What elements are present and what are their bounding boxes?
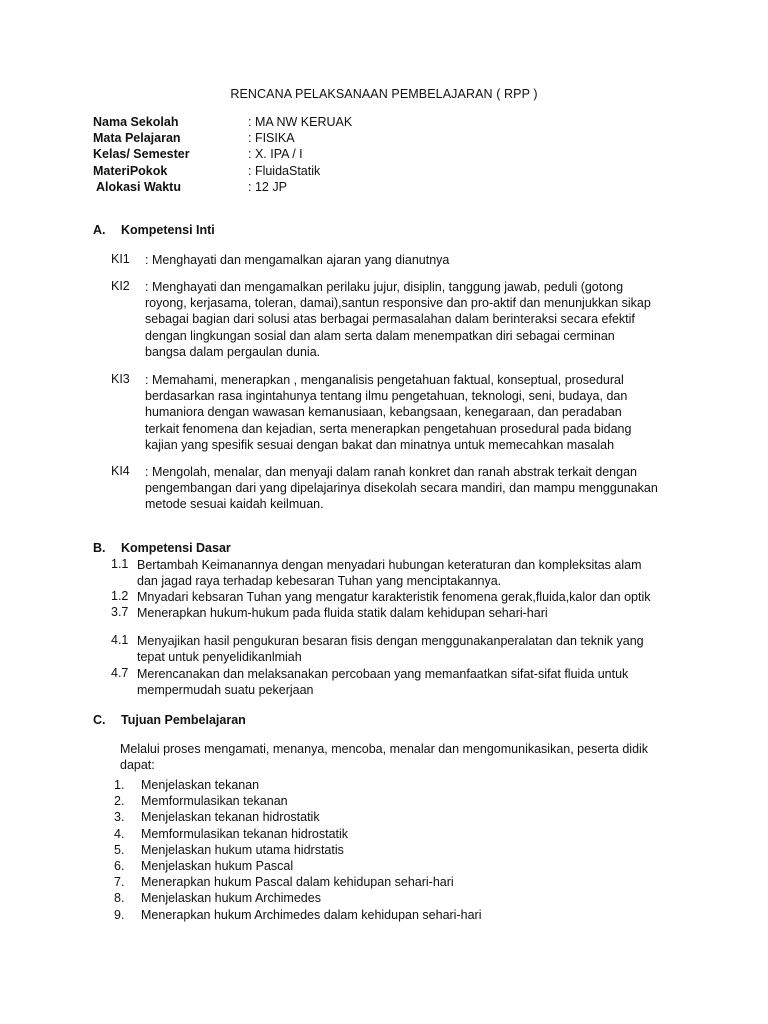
section-heading-b xyxy=(93,541,231,555)
list-item xyxy=(114,907,481,923)
section-letter: C. xyxy=(93,713,106,727)
ki-item-1 xyxy=(111,252,711,268)
kd-number: 1.2 xyxy=(111,589,129,603)
info-row-class xyxy=(93,146,352,162)
list-item xyxy=(114,809,481,825)
list-item xyxy=(114,874,481,890)
list-number: 8. xyxy=(114,891,125,906)
list-text: Menerapkan hukum Archimedes dalam kehidupan sehari-hari xyxy=(141,907,482,922)
kd-number: 4.1 xyxy=(111,633,129,647)
info-row-school xyxy=(93,114,352,130)
list-item xyxy=(114,890,481,906)
section-letter: B. xyxy=(93,541,106,555)
list-item xyxy=(114,793,481,809)
kd-text: Merencanakan dan melaksanakan percobaan yang memanfaatkan sifat-sifat fluida untuk mempermudah suatu pekerjaan xyxy=(137,667,629,698)
ki-text: : Menghayati dan mengamalkan ajaran yang dianutnya xyxy=(145,253,450,267)
section-title: Kompetensi Inti xyxy=(121,223,215,237)
kd-text: Menerapkan hukum-hukum pada fluida statik dalam kehidupan sehari-hari xyxy=(137,606,548,620)
objectives-list xyxy=(114,777,481,923)
section-heading-c xyxy=(93,713,246,727)
list-text: Menerapkan hukum Pascal dalam kehidupan sehari-hari xyxy=(141,875,454,890)
kd-item-3-7 xyxy=(111,605,711,621)
kd-text: Mnyadari kebsaran Tuhan yang mengatur karakteristik fenomena gerak,fluida,kalor dan optik xyxy=(137,590,651,604)
info-label: Nama Sekolah xyxy=(93,115,179,129)
list-number: 7. xyxy=(114,875,125,890)
info-value: : MA NW KERUAK xyxy=(248,115,353,129)
objectives-intro: Melalui proses mengamati, menanya, mencoba, menalar dan mengomunikasikan, peserta didik dapat: xyxy=(120,742,649,773)
info-label: Mata Pelajaran xyxy=(93,131,181,146)
kd-text: Bertambah Keimanannya dengan menyadari hubungan keteraturan dan kompleksitas alam dan jagad raya terhadap kebesaran Tuhan yang menciptakannya. xyxy=(137,558,642,589)
section-letter: A. xyxy=(93,223,106,237)
kd-number: 3.7 xyxy=(111,605,129,619)
info-label: Alokasi Waktu xyxy=(93,179,181,194)
kd-item-4-1 xyxy=(111,633,711,665)
info-row-topic xyxy=(93,163,352,179)
section-heading-a xyxy=(93,223,215,237)
list-number: 5. xyxy=(114,842,125,857)
identity-table xyxy=(93,114,352,195)
list-number: 1. xyxy=(114,778,125,792)
list-text: Menjelaskan hukum Archimedes xyxy=(141,891,321,906)
list-text: Memformulasikan tekanan hidrostatik xyxy=(141,826,349,841)
ki-text: : Mengolah, menalar, dan menyaji dalam ranah konkret dan ranah abstrak terkait dengan pengembangan dari yang dipelajarinya disekolah secara mandiri, dan mampu menggunakan metode sesuai kaidah keilmuan. xyxy=(145,465,658,512)
info-label: Kelas/ Semester xyxy=(93,147,190,162)
document-title: RENCANA PELAKSANAAN PEMBELAJARAN ( RPP ) xyxy=(230,87,538,101)
list-number: 6. xyxy=(114,858,125,873)
list-text: Memformulasikan tekanan xyxy=(141,794,288,809)
list-text: Menjelaskan hukum Pascal xyxy=(141,858,294,873)
list-item xyxy=(114,842,481,858)
ki-item-3 xyxy=(111,372,711,453)
ki-code: KI2 xyxy=(111,279,130,293)
section-title: Tujuan Pembelajaran xyxy=(121,713,246,727)
info-label: MateriPokok xyxy=(93,163,168,178)
ki-item-4 xyxy=(111,464,711,513)
list-text: Menjelaskan tekanan hidrostatik xyxy=(141,810,320,825)
ki-code: KI3 xyxy=(111,372,130,386)
list-number: 2. xyxy=(114,794,125,809)
kd-number: 1.1 xyxy=(111,557,129,571)
info-row-time xyxy=(93,179,352,195)
list-text: Menjelaskan hukum utama hidrstatis xyxy=(141,842,344,857)
list-text: Menjelaskan tekanan xyxy=(141,778,260,792)
ki-code: KI1 xyxy=(111,252,130,266)
ki-text: : Menghayati dan mengamalkan perilaku jujur, disiplin, tanggung jawab, peduli (gotong royong, kerjasama, toleran, damai),santun responsive dan pro-aktif dan menunjukkan sikap sebagai bagian dari solusi atas berbagai permasalahan dalam berinteraksi secara efektif dengan lingkungan sosial dan alam serta dalam menempatkan diri sebagai cerminan bangsa dalam pergaulan dunia. xyxy=(145,280,651,359)
list-item xyxy=(114,826,481,842)
section-title: Kompetensi Dasar xyxy=(121,541,231,555)
kd-item-1-1 xyxy=(111,557,711,589)
list-number: 3. xyxy=(114,810,125,825)
ki-item-2 xyxy=(111,279,711,360)
list-number: 9. xyxy=(114,907,125,922)
info-value: : X. IPA / I xyxy=(248,147,303,162)
info-row-subject xyxy=(93,130,352,146)
info-value: : FluidaStatik xyxy=(248,163,321,178)
list-number: 4. xyxy=(114,826,125,841)
info-value: : FISIKA xyxy=(248,131,295,146)
list-item xyxy=(114,858,481,874)
ki-text: : Memahami, menerapkan , menganalisis pengetahuan faktual, konseptual, prosedural berdasarkan rasa ingintahunya tentang ilmu pengetahuan, teknologi, seni, budaya, dan humaniora dengan wawasan kemanusiaan, kebangsaan, kenegaraan, dan peradaban terkait fenomena dan kejadian, serta menerapkan pengetahuan prosedural pada bidang kajian yang spesifik sesuai dengan bakat dan minatnya untuk memecahkan masalah xyxy=(145,373,632,452)
kd-item-4-7 xyxy=(111,666,711,698)
kd-number: 4.7 xyxy=(111,666,129,680)
list-item xyxy=(114,777,481,793)
ki-code: KI4 xyxy=(111,464,130,478)
kd-item-1-2 xyxy=(111,589,711,605)
kd-text: Menyajikan hasil pengukuran besaran fisis dengan menggunakanperalatan dan teknik yang tepat untuk penyelidikanlmiah xyxy=(137,634,644,665)
info-value: : 12 JP xyxy=(248,179,287,194)
